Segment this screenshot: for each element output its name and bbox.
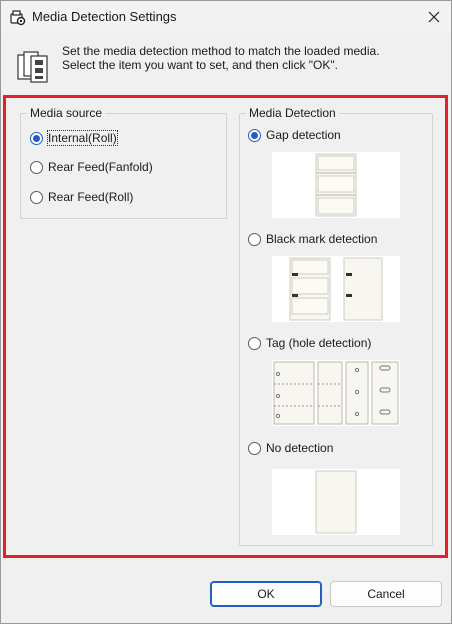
radio-tag-hole-detection[interactable] (248, 336, 371, 350)
radio-internal-roll[interactable] (30, 131, 117, 145)
radio-button[interactable] (248, 129, 261, 142)
radio-black-mark-detection[interactable] (248, 232, 377, 246)
radio-label: Internal(Roll) (48, 131, 117, 145)
gap-detection-illustration (272, 152, 400, 218)
no-detection-illustration (272, 469, 400, 535)
instructions (62, 44, 380, 72)
close-icon (428, 11, 440, 23)
radio-no-detection[interactable] (248, 441, 333, 455)
radio-button[interactable] (248, 442, 261, 455)
cancel-button-label: Cancel (367, 587, 405, 601)
radio-button[interactable] (248, 337, 261, 350)
radio-label: Gap detection (266, 128, 341, 142)
ok-button[interactable] (210, 581, 322, 607)
radio-button[interactable] (30, 132, 43, 145)
radio-rear-feed-roll[interactable] (30, 190, 133, 204)
radio-label: Rear Feed(Roll) (48, 190, 134, 204)
radio-label: No detection (266, 441, 334, 455)
media-source-label: Media source (27, 106, 105, 120)
printer-settings-icon (9, 9, 27, 27)
radio-label: Rear Feed(Fanfold) (48, 160, 153, 174)
ok-button-label: OK (257, 587, 275, 601)
radio-gap-detection[interactable] (248, 128, 341, 142)
title-bar (1, 1, 451, 33)
media-labels-icon (15, 49, 51, 85)
radio-label: Tag (hole detection) (266, 336, 372, 350)
close-button[interactable] (417, 1, 451, 33)
radio-button[interactable] (30, 191, 43, 204)
tag-hole-illustration (272, 360, 400, 426)
cancel-button[interactable] (330, 581, 442, 607)
radio-label: Black mark detection (266, 232, 378, 246)
black-mark-illustration (272, 256, 400, 322)
media-detection-label: Media Detection (246, 106, 339, 120)
radio-rear-feed-fanfold[interactable] (30, 160, 153, 174)
radio-button[interactable] (248, 233, 261, 246)
window-title: Media Detection Settings (32, 9, 177, 24)
instruction-line-2: Select the item you want to set, and then click "OK". (62, 58, 338, 72)
instruction-line-1: Set the media detection method to match the loaded media. (62, 44, 380, 58)
radio-button[interactable] (30, 161, 43, 174)
